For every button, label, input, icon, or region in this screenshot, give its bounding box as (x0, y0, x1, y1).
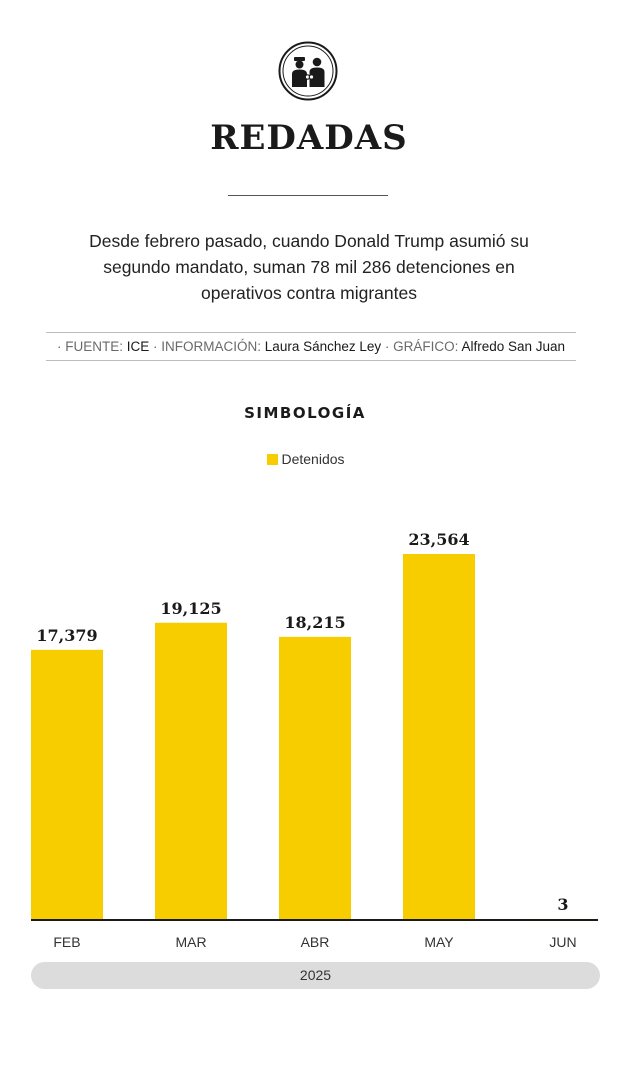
page-title: REDADAS (210, 118, 408, 158)
info-value: Laura Sánchez Ley (264, 339, 382, 354)
title-divider (228, 195, 388, 196)
x-tick-abr: ABR (300, 934, 330, 950)
bar-chart (0, 490, 618, 960)
legend (0, 451, 612, 467)
source-value: ICE (126, 339, 150, 354)
arrest-handcuff-icon (278, 41, 338, 101)
year-label: 2025 (31, 962, 600, 989)
x-tick-may: MAY (424, 934, 454, 950)
data-label-mar: 19,125 (160, 598, 222, 618)
info-label: INFORMACIÓN: (161, 339, 262, 354)
data-label-feb: 17,379 (36, 625, 98, 645)
bar-feb (31, 650, 103, 919)
data-label-jun: 3 (557, 894, 569, 914)
data-label-may: 23,564 (408, 530, 470, 549)
x-tick-jun: JUN (549, 934, 577, 950)
legend-label: Detenidos (281, 451, 345, 467)
bar-abr (279, 637, 351, 919)
x-tick-mar: MAR (175, 934, 207, 950)
legend-swatch (267, 454, 278, 465)
source-label: FUENTE: (65, 339, 123, 354)
x-tick-feb: FEB (53, 934, 81, 950)
legend-title: SIMBOLOGÍA (244, 404, 366, 422)
credits-bar: · FUENTE: ICE · INFORMACIÓN: Laura Sánchez Ley · GRÁFICO: Alfredo San Juan (46, 332, 576, 361)
graphic-label: GRÁFICO: (393, 339, 459, 354)
data-label-abr: 18,215 (284, 612, 346, 632)
graphic-value: Alfredo San Juan (461, 339, 566, 354)
subtitle: Desde febrero pasado, cuando Donald Trump asumió su segundo mandato, suman 78 mil 286 detenciones en operativos contra migrantes (89, 231, 529, 303)
bar-may (403, 554, 475, 919)
bar-mar (155, 623, 227, 919)
